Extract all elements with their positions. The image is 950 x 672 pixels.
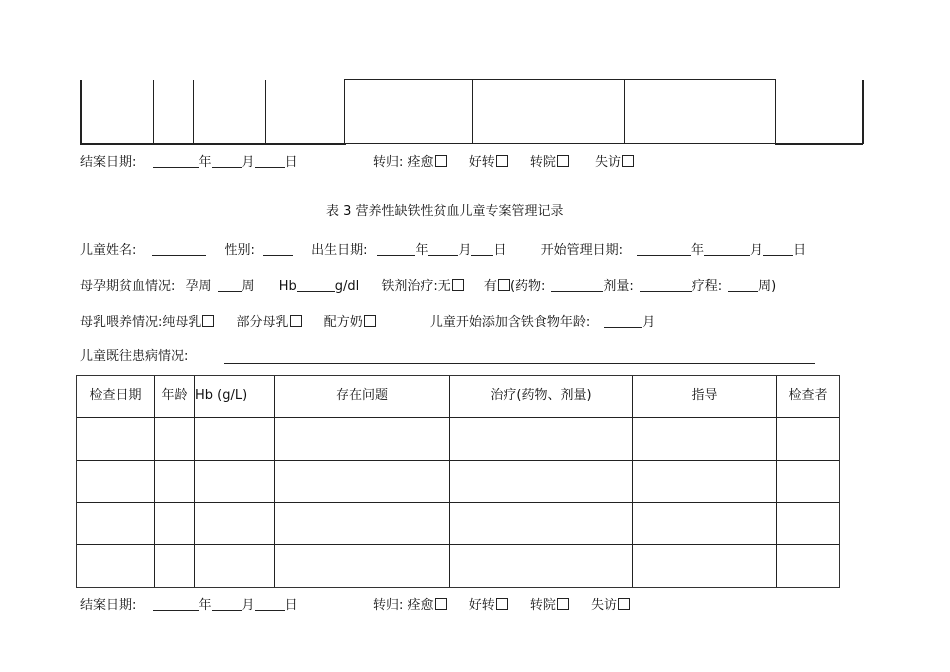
birth-year-field[interactable] [377,243,415,256]
cured-checkbox[interactable] [435,598,447,610]
iron-yes-checkbox[interactable] [498,279,510,291]
birth-day-field[interactable] [471,243,493,256]
history-field[interactable] [224,363,815,364]
month-blank[interactable] [212,155,242,168]
start-day-field[interactable] [763,243,793,256]
year-blank[interactable] [153,155,199,168]
start-year-field[interactable] [637,243,691,256]
dose-field[interactable] [640,279,692,292]
pure-breast-checkbox[interactable] [202,315,214,327]
lost-checkbox[interactable] [622,155,634,167]
col-check-date: 检查日期 [89,388,142,403]
partial-breast-checkbox[interactable] [290,315,302,327]
improved-checkbox[interactable] [496,155,508,167]
day-blank[interactable] [255,598,285,611]
maternal-anemia-row: 母孕期贫血情况: 孕周 周 Hb g/dl 铁剂治疗:无 有 (药物: 剂量: 疗程: 周) [80,279,777,294]
course-field[interactable] [728,279,758,292]
table3-title: 表 3 营养性缺铁性贫血儿童专案管理记录 [326,204,564,219]
iron-none-checkbox[interactable] [452,279,464,291]
closing-row-2: 结案日期: 年 月 日 [80,598,298,613]
formula-checkbox[interactable] [364,315,376,327]
table-row[interactable] [77,461,839,502]
year-blank[interactable] [153,598,199,611]
improved-checkbox[interactable] [496,598,508,610]
table-row[interactable] [77,418,839,460]
transfer-checkbox[interactable] [557,598,569,610]
gender-field[interactable] [263,243,293,256]
col-problem: 存在问题 [335,388,388,403]
management-record-table [76,375,840,588]
closing-row-1: 结案日期: 年 月 日 [80,155,298,170]
start-month-field[interactable] [704,243,750,256]
pregnancy-week-field[interactable] [218,279,242,292]
iron-food-age-field[interactable] [604,315,642,328]
transfer-checkbox[interactable] [557,155,569,167]
closing-label: 结案日期: [80,598,137,613]
col-guidance: 指导 [691,388,718,403]
child-info-row: 儿童姓名: 性别: 出生日期: 年 月 日 开始管理日期: 年 月 日 [80,243,807,258]
cured-checkbox[interactable] [435,155,447,167]
history-label: 儿童既往患病情况: [80,349,189,364]
day-blank[interactable] [255,155,285,168]
birth-month-field[interactable] [428,243,458,256]
month-blank[interactable] [212,598,242,611]
lost-checkbox[interactable] [618,598,630,610]
col-examiner: 检查者 [788,388,828,403]
table-row[interactable] [77,545,839,587]
breastfeeding-row: 母乳喂养情况:纯母乳 部分母乳 配方奶 儿童开始添加含铁食物年龄: 月 [80,315,656,330]
col-treatment: 治疗(药物、剂量) [490,388,592,403]
outcome-row-1: 转归: 痊愈 好转 转院 失访 [373,155,634,171]
drug-field[interactable] [551,279,603,292]
col-age: 年龄 [161,388,188,403]
child-name-field[interactable] [152,243,206,256]
outcome-row-2: 转归: 痊愈 好转 转院 失访 [373,598,630,614]
table-row[interactable] [77,503,839,544]
hb-field[interactable] [297,279,335,292]
closing-label: 结案日期: [80,155,137,170]
col-hb: Hb (g/L) [195,388,248,403]
